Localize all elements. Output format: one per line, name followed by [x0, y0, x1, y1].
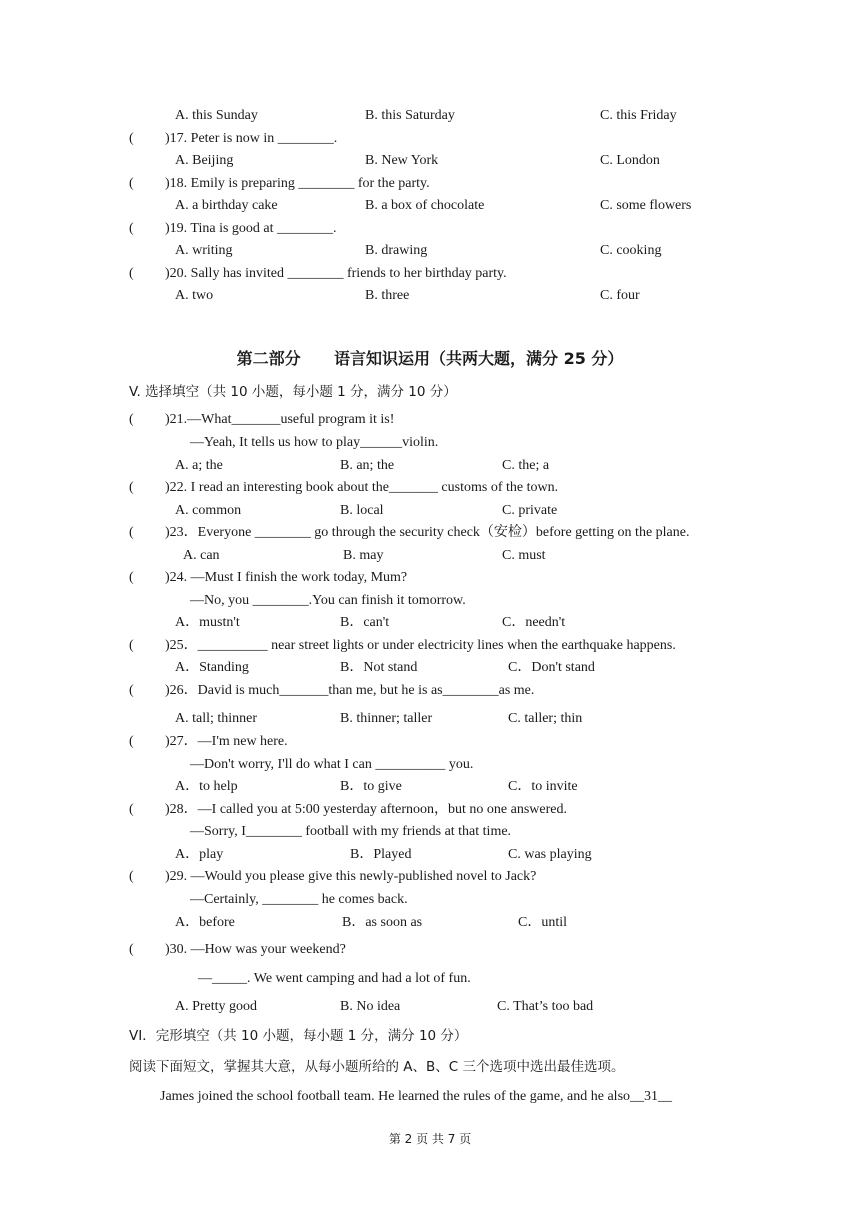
q29-stem: )29. —Would you please give this newly-published novel to Jack? [165, 869, 537, 884]
q29-line2: —Certainly, ________ he comes back. [190, 892, 408, 907]
section5-title: V. 选择填空（共 10 小题，每小题 1 分，满分 10 分） [129, 384, 457, 400]
answer-paren: ( [129, 638, 134, 653]
q19-stem: )19. Tina is good at ________. [165, 221, 337, 236]
q20-stem: )20. Sally has invited ________ friends to her birthday party. [165, 266, 507, 281]
section6-instruction: 阅读下面短文，掌握其大意，从每小题所给的 A、B、C 三个选项中选出最佳选项。 [129, 1059, 625, 1075]
answer-paren: ( [129, 802, 134, 817]
answer-paren: ( [129, 480, 134, 495]
passage-first-line: James joined the school football team. He learned the rules of the game, and he also__31__ [160, 1089, 673, 1104]
q18-option-a: A. a birthday cake [175, 198, 278, 213]
q23-option-a: A. can [183, 548, 220, 563]
q27-option-b: B．to give [340, 779, 402, 794]
answer-paren: ( [129, 734, 134, 749]
q26-option-c: C. taller; thin [508, 711, 583, 726]
q24-option-a: A．mustn't [175, 615, 240, 630]
q23-option-c: C. must [502, 548, 546, 563]
q17-option-b: B. New York [365, 153, 439, 168]
q20-option-c: C. four [600, 288, 640, 303]
page-footer: 第 2 页 共 7 页 [388, 1132, 472, 1146]
answer-paren: ( [129, 412, 134, 427]
q21-line2: —Yeah, It tells us how to play______violin. [190, 435, 439, 450]
q27-option-a: A．to help [175, 779, 238, 794]
q20-option-a: A. two [175, 288, 214, 303]
q26-stem: )26．David is much_______than me, but he is as________as me. [165, 683, 535, 698]
q24-stem: )24. —Must I finish the work today, Mum? [165, 570, 408, 585]
q25-option-c: C．Don't stand [508, 660, 595, 675]
q28-option-a: A．play [175, 847, 224, 862]
part2-title: 第二部分 语言知识运用（共两大题，满分 25 分） [236, 349, 624, 368]
q22-option-c: C. private [502, 503, 558, 518]
q23-option-b: B. may [343, 548, 384, 563]
q20-option-b: B. three [365, 288, 410, 303]
q30-line2: —_____. We went camping and had a lot of fun. [198, 971, 471, 986]
answer-paren: ( [129, 942, 134, 957]
q18-option-b: B. a box of chocolate [365, 198, 485, 213]
q26-option-b: B. thinner; taller [340, 711, 433, 726]
q18-stem: )18. Emily is preparing ________ for the party. [165, 176, 430, 191]
q26-option-a: A. tall; thinner [175, 711, 258, 726]
q22-option-b: B. local [340, 503, 384, 518]
q28-option-c: C. was playing [508, 847, 592, 862]
q17-stem: )17. Peter is now in ________. [165, 131, 338, 146]
q24-option-b: B．can't [340, 615, 390, 630]
q16-option-b: B. this Saturday [365, 108, 455, 123]
q27-stem: )27．—I'm new here. [165, 734, 288, 749]
q29-option-a: A．before [175, 915, 235, 930]
q19-option-c: C. cooking [600, 243, 662, 258]
q17-option-a: A. Beijing [175, 153, 234, 168]
q30-option-b: B. No idea [340, 999, 401, 1014]
q21-option-c: C. the; a [502, 458, 550, 473]
q30-stem: )30. —How was your weekend? [165, 942, 346, 957]
q24-line2: —No, you ________.You can finish it tomorrow. [190, 593, 466, 608]
answer-paren: ( [129, 525, 134, 540]
q25-option-b: B．Not stand [340, 660, 418, 675]
q18-option-c: C. some flowers [600, 198, 692, 213]
q30-option-c: C. That’s too bad [497, 999, 594, 1014]
q25-option-a: A．Standing [175, 660, 249, 675]
q16-option-c: C. this Friday [600, 108, 677, 123]
answer-paren: ( [129, 176, 134, 191]
q22-stem: )22. I read an interesting book about the_______ customs of the town. [165, 480, 559, 495]
q28-line2: —Sorry, I________ football with my friends at that time. [190, 824, 512, 839]
q19-option-b: B. drawing [365, 243, 428, 258]
section6-title: VI．完形填空（共 10 小题，每小题 1 分，满分 10 分） [129, 1028, 468, 1044]
answer-paren: ( [129, 570, 134, 585]
q27-line2: —Don't worry, I'll do what I can __________ you. [190, 757, 474, 772]
q24-option-c: C．needn't [502, 615, 566, 630]
q21-stem: )21.—What_______useful program it is! [165, 412, 395, 427]
q21-option-a: A. a; the [175, 458, 223, 473]
q25-stem: )25．__________ near street lights or under electricity lines when the earthquake happens. [165, 638, 676, 653]
q30-option-a: A. Pretty good [175, 999, 258, 1014]
answer-paren: ( [129, 221, 134, 236]
q29-option-c: C．until [518, 915, 568, 930]
q19-option-a: A. writing [175, 243, 233, 258]
q22-option-a: A. common [175, 503, 242, 518]
q16-option-a: A. this Sunday [175, 108, 258, 123]
answer-paren: ( [129, 869, 134, 884]
q27-option-c: C．to invite [508, 779, 578, 794]
answer-paren: ( [129, 683, 134, 698]
answer-paren: ( [129, 131, 134, 146]
q28-stem: )28．—I called you at 5:00 yesterday afternoon，but no one answered. [165, 802, 567, 817]
q23-stem: )23．Everyone ________ go through the security check（安检）before getting on the plane. [165, 525, 690, 540]
answer-paren: ( [129, 266, 134, 281]
q21-option-b: B. an; the [340, 458, 395, 473]
q29-option-b: B．as soon as [342, 915, 423, 930]
q17-option-c: C. London [600, 153, 660, 168]
q28-option-b: B．Played [350, 847, 412, 862]
